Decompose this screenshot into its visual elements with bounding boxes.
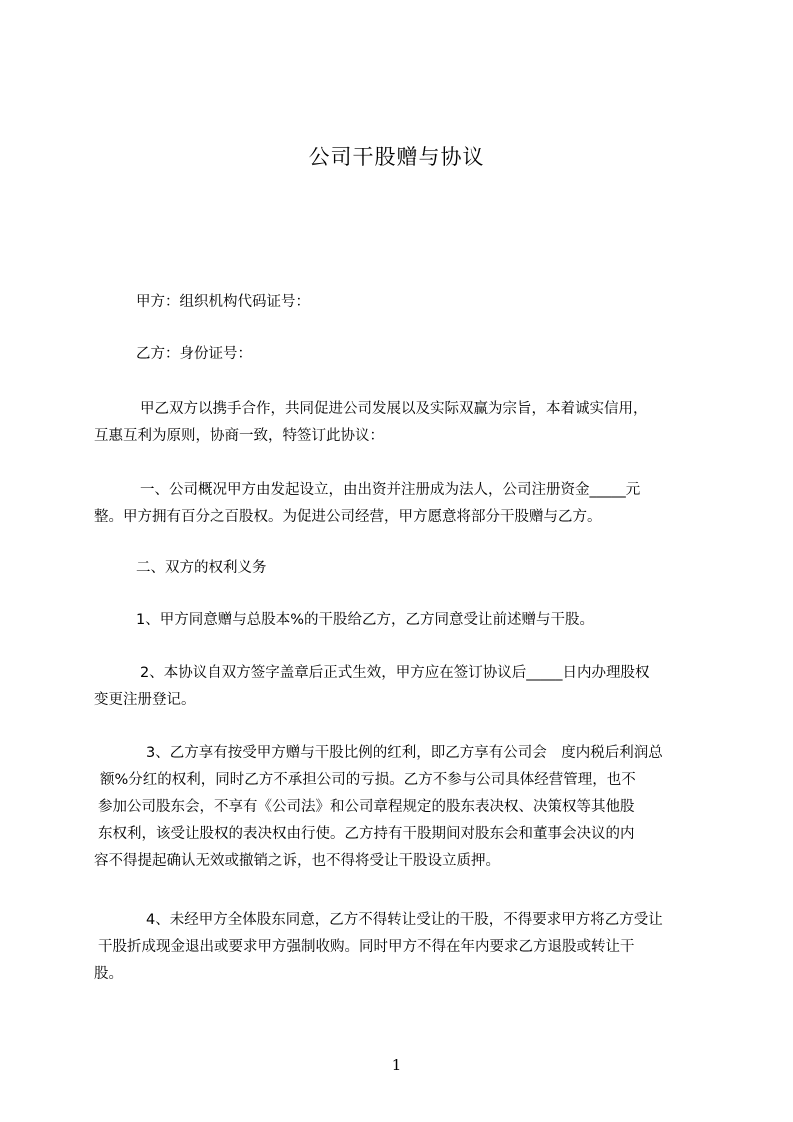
section-2-heading-text: 二、双方的权利义务 <box>136 560 267 576</box>
clause-4-line: 股。 <box>94 966 123 982</box>
clause-2-line: 变更注册登记。 <box>94 692 196 708</box>
clause-3-line: 容不得提起确认无效或撤销之诉，也不得将受让干股设立质押。 <box>94 853 500 869</box>
clause-1-paragraph <box>136 607 736 634</box>
clause-2-line: 2、本协议自双方签字盖章后正式生效，甲方应在签订协议后_____日内办理股权 <box>140 665 650 681</box>
clause-4-line: 4、未经甲方全体股东同意，乙方不得转让受让的干股，不得要求甲方将乙方受让 <box>146 912 663 928</box>
document-title: 公司干股赠与协议 <box>308 145 485 169</box>
section-1-line: 一、公司概况甲方由发起设立，由出资并注册成为法人，公司注册资金_____元 <box>140 482 641 498</box>
clause-2-paragraph <box>94 660 706 714</box>
preamble-paragraph <box>94 396 706 450</box>
clause-3-line: 额%分红的权利，同时乙方不承担公司的亏损。乙方不参与公司具体经营管理，也不 <box>100 772 636 788</box>
preamble-line: 互惠互利为原则，协商一致，特签订此协议： <box>94 428 384 444</box>
clause-3-line: 3、乙方享有按受甲方赠与干股比例的红利，即乙方享有公司会 度内税后利润总 <box>146 745 663 761</box>
clause-4-line: 干股折成现金退出或要求甲方强制收购。同时甲方不得在年内要求乙方退股或转让干 <box>98 939 635 955</box>
preamble-line: 甲乙双方以携手合作，共同促进公司发展以及实际双赢为宗旨，本着诚实信用， <box>140 401 648 417</box>
party-b-text: 乙方：身份证号： <box>136 346 252 362</box>
clause-4-paragraph <box>94 907 706 988</box>
clause-3-line: 东权利，该受让股权的表决权由行使。乙方持有干股期间对股东会和董事会决议的内 <box>98 826 635 842</box>
section-1-line: 整。甲方拥有百分之百股权。为促进公司经营，甲方愿意将部分干股赠与乙方。 <box>94 509 602 525</box>
clause-3-line: 参加公司股东会，不享有《公司法》和公司章程规定的股东表决权、决策权等其他股 <box>98 799 635 815</box>
clause-3-paragraph <box>94 740 706 875</box>
party-a-line <box>136 289 736 316</box>
party-b-line <box>136 341 736 368</box>
section-2-heading <box>136 555 736 582</box>
section-1-paragraph <box>94 477 706 531</box>
party-a-text: 甲方：组织机构代码证号： <box>136 294 310 310</box>
clause-1-line: 1、甲方同意赠与总股本%的干股给乙方，乙方同意受让前述赠与干股。 <box>136 612 595 628</box>
page-number: 1 <box>391 1056 402 1074</box>
